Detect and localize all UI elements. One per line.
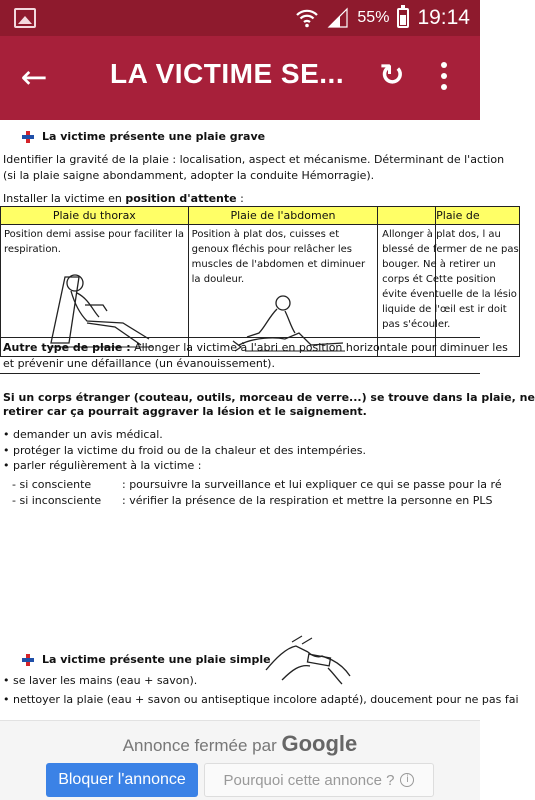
intro-line-1: Identifier la gravité de la plaie : localisation, aspect et mécanisme. Déterminant de l'action [3,153,505,166]
action-item: • demander un avis médical. [3,428,163,441]
positions-table [0,206,520,357]
half-sitting-person-illustration [45,265,157,351]
gallery-icon [14,8,36,28]
consciousness-state: - si consciente [12,478,92,491]
consciousness-state: - si inconsciente [12,494,102,507]
other-wound-text: Allonger la victime à l'abri en position horizontale pour diminuer les [130,341,508,354]
signal-icon [327,8,349,28]
ad-closed-label [0,731,480,757]
consciousness-action: : poursuivre la surveillance et lui expliquer ce qui se passe pour la ré [122,478,502,491]
clock: 19:14 [417,6,470,29]
info-icon: i [400,773,414,787]
consciousness-action: : vérifier la présence de la respiration et mettre la personne en PLS [122,494,493,507]
why-this-ad-button[interactable] [204,763,434,797]
cell-eye-text: Allonger à plat dos, l au blessé de fermer de ne pas bouger. Ne à retirer un corps ét Cette position évite éventuelle de la lésio liquide de l'œil est ir doit pas s'écouler. [382,229,519,330]
ad-banner [0,720,480,800]
google-logo: Google [281,731,358,756]
install-bold: position d'attente [125,192,237,205]
why-this-ad-label: Pourquoi cette annonce ? [223,771,395,789]
header-spacer [378,207,436,225]
install-line [3,192,244,205]
action-item: • parler régulièrement à la victime : [3,459,202,472]
section-heading-text: La victime présente une plaie grave [42,130,266,143]
header-eye: Plaie de [436,207,520,225]
divider [0,373,480,374]
intro-line-2: (si la plaie saigne abondamment, adopter la conduite Hémorragie). [3,169,375,182]
battery-icon [397,8,409,28]
block-ad-button[interactable]: Bloquer l'annonce [46,763,198,797]
foreign-body-line-2: retirer car ça pourrait aggraver la lésion et le saignement. [3,405,367,418]
header-abdomen: Plaie de l'abdomen [188,207,378,225]
simple-item: • se laver les mains (eau + savon). [3,674,198,687]
app-bar [0,36,480,120]
action-item: • protéger la victime du froid ou de la chaleur et des intempéries. [3,444,366,457]
more-vertical-icon[interactable] [434,62,454,94]
document-view[interactable] [0,120,535,720]
battery-percent: 55% [357,9,390,26]
header-thorax: Plaie du thorax [1,207,189,225]
cross-bullet-icon [22,654,34,666]
install-suffix: : [236,192,244,205]
cell-thorax-text: Position demi assise pour faciliter la respiration. [4,229,185,255]
other-wound-label: Autre type de plaie : [3,341,131,354]
divider [0,337,480,338]
status-bar [0,0,480,36]
section-heading-simple [22,653,271,666]
foreign-body-line-1: Si un corps étranger (couteau, outils, morceau de verre...) se trouve dans la plaie, ne [3,391,535,404]
page-title: LA VICTIME SE... [110,58,345,89]
wifi-icon [295,8,319,28]
section-heading-grave [22,130,265,143]
cell-abdomen-text: Position à plat dos, cuisses et genoux fléchis pour relâcher les muscles de l'abdomen et diminuer la douleur. [191,229,366,285]
section-heading-text: La victime présente une plaie simple [42,653,271,666]
other-wound-line-2: et prévenir une défaillance (un évanouissement). [3,357,275,370]
cross-bullet-icon [22,131,34,143]
arrow-left-icon[interactable]: ← [20,58,48,96]
refresh-icon[interactable]: ↻ [379,58,405,93]
hands-bandage-illustration [262,630,354,688]
install-prefix: Installer la victime en [3,192,126,205]
simple-item: • nettoyer la plaie (eau + savon ou antiseptique incolore adapté), doucement pour ne pas fai [3,693,519,706]
ad-closed-text: Annonce fermée par [122,736,277,755]
other-wound-line-1 [3,341,508,354]
